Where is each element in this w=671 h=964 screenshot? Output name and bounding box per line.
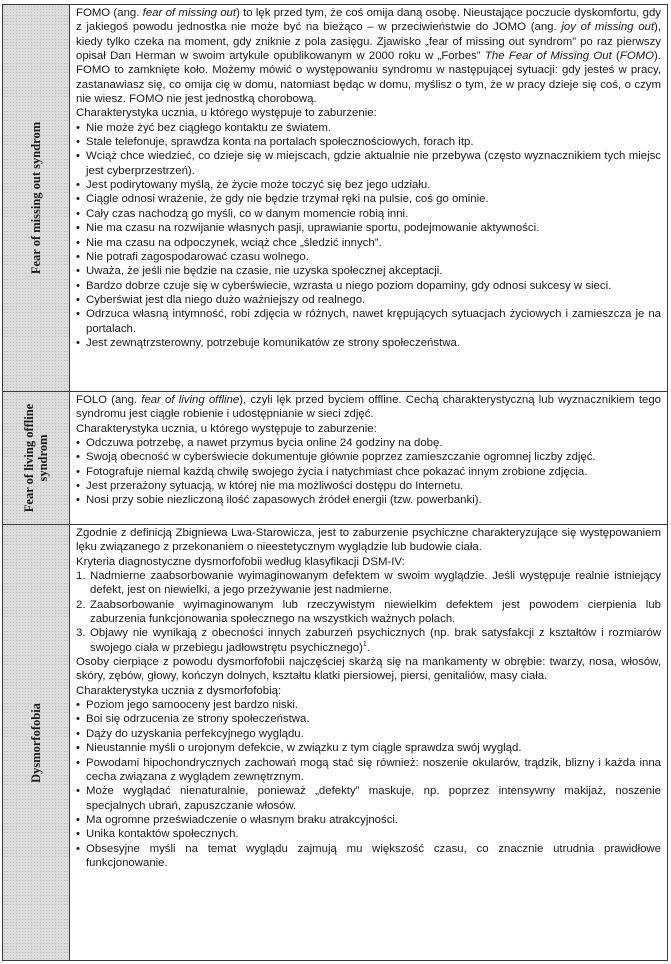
dysmorfofobia-list — [76, 698, 661, 870]
dysmorfofobia-complaints: Osoby cierpiące z powodu dysmorfofobii najczęściej skarżą się na mankamenty w obrębie: twarzy, nosa, włosów, skóry, zębów, głowy, kończyn dolnych, kształtu klatki piersiowej, piersi, genitaliów, masy ciała. — [76, 656, 661, 683]
fomo-characteristics-heading: Charakterystyka ucznia, u którego występuje to zaburzenie: — [76, 107, 377, 120]
folo-side-label — [22, 404, 50, 512]
dysmorfofobia-characteristics-heading: Charakterystyka ucznia z dysmorfofobią: — [76, 684, 282, 697]
list-item: • Cyberświat jest dla niego dużo ważniejszy od realnego. — [76, 293, 661, 307]
list-item: • Boi się odrzucenia ze strony społeczeństwa. — [76, 712, 661, 726]
criteria-item: 3. Objawy nie wynikają z obecności innych zaburzeń psychicznych (np. brak satysfakcji z kształtów i rozmiarów swojego ciała w przebiegu jadłowstrętu psychicznego)$^1$. — [76, 627, 661, 654]
folo-body — [70, 392, 667, 524]
footnote-ref: 1 — [362, 640, 367, 648]
list-item: • Nosi przy sobie niezliczoną ilość zapasowych źródeł energii (tzw. powerbanki). — [76, 493, 661, 507]
fomo-body — [70, 5, 667, 391]
list-item: • Nie potrafi zagospodarować czasu wolnego. — [76, 250, 661, 264]
list-item: • Obsesyjne myśli na temat wyglądu zajmują mu większość czasu, co znacznie utrudnia prawidłowe funkcjonowanie. — [76, 842, 661, 871]
folo-intro: FOLO (ang. fear of living offline), czyli lęk przed byciem offline. Cechą charakterystyczną lub wyznacznikiem tego syndromu jest ciągłe robienie i udostępnianie w sieci zdjęć. — [76, 394, 661, 421]
list-item: • Może wyglądać nienaturalnie, ponieważ „defekty” maskuje, np. poprzez intensywny makijaż, noszenie specjalnych ubrań, zapuszczanie włosów. — [76, 784, 661, 813]
document-table — [2, 4, 668, 961]
fomo-side-cell — [3, 5, 70, 391]
list-item: • Nie ma czasu na odpoczynek, wciąż chce „śledzić innych”. — [76, 236, 661, 250]
folo-side-label-line-1: Fear of living offline — [22, 403, 36, 513]
list-item: • Jest podirytowany myślą, że życie może toczyć się bez jego udziału. — [76, 178, 661, 192]
list-item: • Dąży do uzyskania perfekcyjnego wyglądu. — [76, 727, 661, 741]
list-item: • Fotografuje niemal każdą chwilę swojego życia i natychmiast chce pokazać innym zrobione zdjęcia. — [76, 465, 661, 479]
list-item: • Poziom jego samooceny jest bardzo niski. — [76, 698, 661, 712]
folo-characteristics-heading: Charakterystyka ucznia, u którego występuje to zaburzenie: — [76, 422, 377, 435]
criteria-item: 2. Zaabsorbowanie wyimaginowanym lub rzeczywistym niewielkim defektem jest powodem cierpienia lub zaburzenia funkcjonowania społecznego na wszystkich ważnych polach. — [76, 598, 661, 626]
list-item: • Cały czas nachodzą go myśli, co w danym momencie robią inni. — [76, 207, 661, 221]
fomo-list — [76, 121, 661, 351]
dysmorfofobia-intro: Zgodnie z definicją Zbigniewa Lwa-Starowicza, jest to zaburzenie psychiczne charakteryzujące się występowaniem lęku związanego z przekonaniem o nieestetycznym wyglądzie lub budowie ciała. — [76, 527, 661, 554]
folo-list — [76, 436, 661, 508]
dysmorfofobia-criteria-list — [76, 569, 661, 655]
list-item: • Odrzuca własną intymność, robi zdjęcia w różnych, nawet krępujących sytuacjach życiowych i zamieszcza je na portalach. — [76, 307, 661, 336]
fomo-intro: FOMO (ang. fear of missing out) to lęk przed tym, że coś omija daną osobę. Nieustające poczucie dyskomfortu, gdy z jakiegoś powodu jednostka nie może być na bieżąco – w przeciwieństwie do JOMO (ang. joy of missing out), kiedy tylko czeka na moment, gdy zniknie z pola zasięgu. Zjawisko „fear of missing out syndrom” po raz pierwszy opisał Dan Herman w swoim artykule opublikowanym w 2000 roku w „Forbes” The Fear of Missing Out (FOMO). FOMO to zamknięte koło. Możemy mówić o występowaniu syndromu w następującej sytuacji: gdy jesteś w pracy, zastanawiasz się, co omija cię w domu, natomiast będąc w domu, myślisz o tym, że w pracy dzieje się coś, o czym nie wiesz. FOMO nie jest jednostką chorobową. — [76, 7, 661, 106]
list-item: • Bardzo dobrze czuje się w cyberświecie, wzrasta u niego poziom dopaminy, gdy odnosi sukcesy w sieci. — [76, 279, 661, 293]
list-item: • Odczuwa potrzebę, a nawet przymus bycia online 24 godziny na dobę. — [76, 436, 661, 450]
list-item: • Uważa, że jeśli nie będzie na czasie, nie uzyska społecznej akceptacji. — [76, 264, 661, 278]
dysmorfofobia-side-label: Dysmorfofobia — [29, 702, 43, 783]
list-item: • Powodami hipochondrycznych zachowań mogą stać się również: noszenie okularów, trądzik, blizny i każda inna cecha związana z wyglądem zewnętrznym. — [76, 756, 661, 785]
dysmorfofobia-side-cell — [3, 525, 70, 960]
list-item: • Stale telefonuje, sprawdza konta na portalach społecznościowych, forach itp. — [76, 135, 661, 149]
dysmorfofobia-row — [2, 525, 668, 961]
list-item: • Nieustannie myśli o urojonym defekcie, w związku z tym ciągle sprawdza swój wygląd. — [76, 741, 661, 755]
dysmorfofobia-criteria-heading: Kryteria diagnostyczne dysmorfofobii według klasyfikacji DSM-IV: — [76, 555, 405, 568]
dysmorfofobia-body — [70, 525, 667, 960]
folo-side-cell — [3, 392, 70, 524]
criteria-item: 1. Nadmierne zaabsorbowanie wyimaginowanym defektem w swoim wyglądzie. Jeśli występuje realnie istniejący defekt, jest on niewielki, a jego przeżywanie jest nadmierne. — [76, 570, 661, 597]
list-item: • Jest przerażony sytuacją, w której nie ma możliwości dostępu do Internetu. — [76, 479, 661, 493]
folo-row — [2, 392, 668, 525]
fomo-side-label: Fear of missing out syndrom — [29, 121, 43, 275]
list-item: • Ciągle odnosi wrażenie, że gdy nie będzie trzymał ręki na pulsie, coś go ominie. — [76, 192, 661, 206]
list-item: • Nie może żyć bez ciągłego kontaktu ze światem. — [76, 121, 661, 135]
list-item: • Unika kontaktów społecznych. — [76, 827, 661, 841]
folo-side-label-line-2: syndrom — [36, 434, 50, 482]
fomo-row — [2, 4, 668, 392]
list-item: • Nie ma czasu na rozwijanie własnych pasji, uprawianie sportu, podejmowanie aktywności. — [76, 221, 661, 235]
list-item: • Jest zewnątrzsterowny, potrzebuje komunikatów ze strony społeczeństwa. — [76, 336, 661, 350]
list-item: • Swoją obecność w cyberświecie dokumentuje głównie poprzez zamieszczanie ogromnej liczby zdjęć. — [76, 450, 661, 464]
list-item: • Wciąż chce wiedzieć, co dzieje się w miejscach, gdzie aktualnie nie przebywa (często wyznacznikiem tych miejsc jest cyberprzestrzeń). — [76, 149, 661, 178]
list-item: • Ma ogromne przeświadczenie o własnym braku atrakcyjności. — [76, 813, 661, 827]
